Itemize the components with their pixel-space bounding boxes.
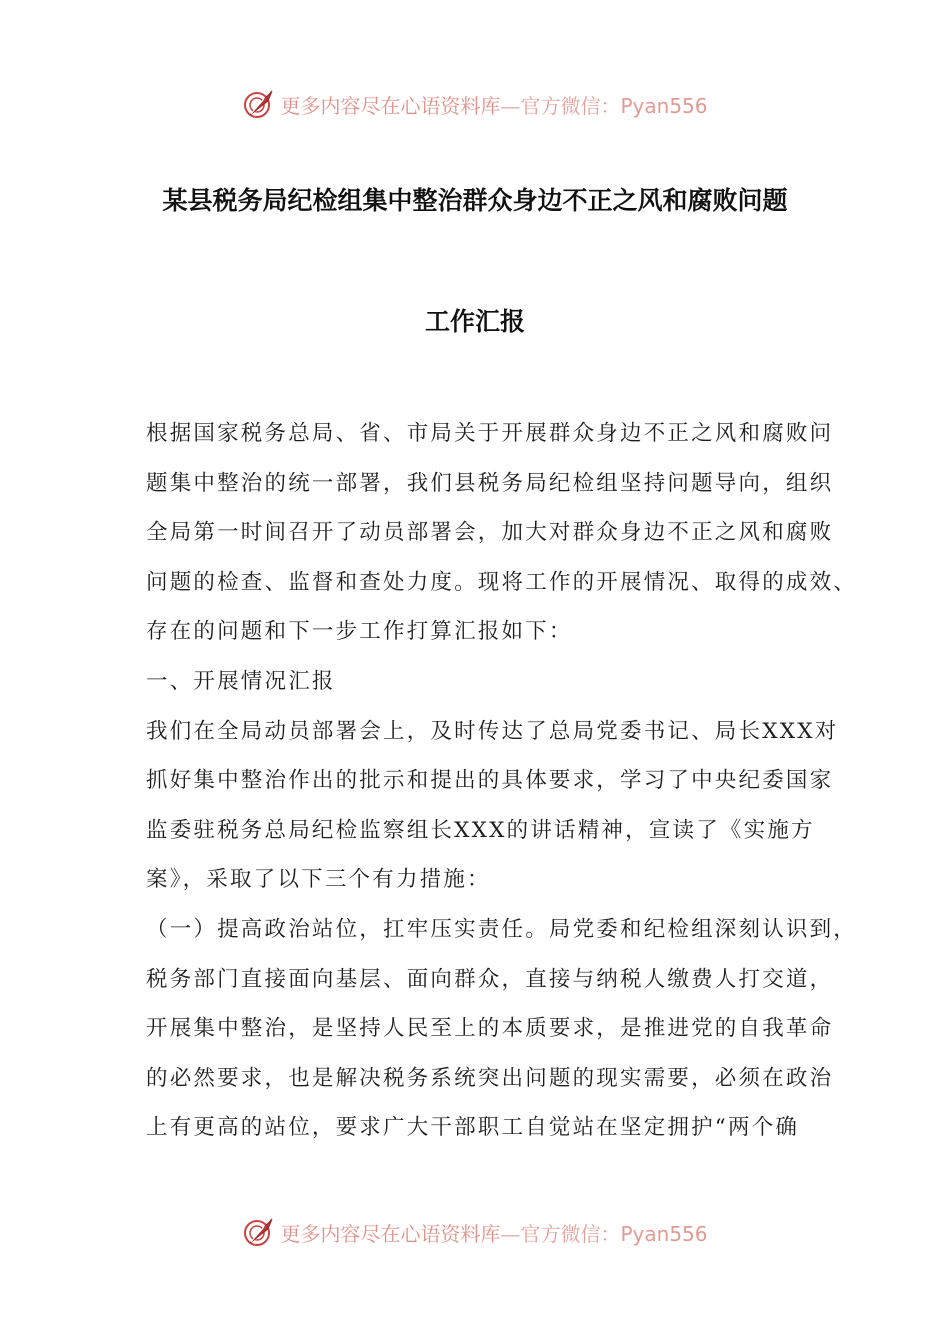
body-line: 问题的检查、监督和查处力度。现将工作的开展情况、取得的成效、 <box>146 569 858 595</box>
document-title-line-1: 某县税务局纪检组集中整治群众身边不正之风和腐败问题 <box>162 186 788 215</box>
body-line: 存在的问题和下一步工作打算汇报如下： <box>146 619 573 645</box>
body-line: 的必然要求，也是解决税务系统突出问题的现实需要，必须在政治 <box>146 1065 834 1091</box>
body-line: 案》，采取了以下三个有力措施： <box>146 867 491 893</box>
body-line: 我们在全局动员部署会上，及时传达了总局党委书记、局长XXX对 <box>146 718 839 744</box>
banner-text <box>280 90 707 119</box>
banner-official-label: 官方微信： <box>520 1221 621 1246</box>
banner-text <box>280 1218 707 1247</box>
banner-main-text: 更多内容尽在心语资料库 <box>280 1221 501 1246</box>
banner-wechat-id: Pyan556 <box>620 93 708 118</box>
body-line: 全局第一时间召开了动员部署会，加大对群众身边不正之风和腐败 <box>146 520 834 546</box>
header-watermark-banner <box>0 84 950 124</box>
document-body <box>146 418 858 1162</box>
banner-official-label: 官方微信： <box>520 93 621 118</box>
body-line: 税务部门直接面向基层、面向群众，直接与纳税人缴费人打交道， <box>146 966 834 992</box>
document-title-line-2: 工作汇报 <box>424 307 525 336</box>
body-line: 题集中整治的统一部署，我们县税务局纪检组坚持问题导向，组织 <box>146 470 834 496</box>
quill-logo-icon <box>242 87 276 121</box>
body-line: （一）提高政治站位，扛牢压实责任。局党委和纪检组深刻认识到， <box>146 916 858 942</box>
body-line: 抓好集中整治作出的批示和提出的具体要求，学习了中央纪委国家 <box>146 768 834 794</box>
banner-wechat-id: Pyan556 <box>620 1221 708 1246</box>
footer-watermark-banner <box>0 1212 950 1252</box>
quill-logo-icon <box>242 1215 276 1249</box>
body-line: 监委驻税务总局纪检监察组长XXX的讲话精神，宣读了《实施方 <box>146 817 815 843</box>
section-heading: 一、开展情况汇报 <box>146 668 336 694</box>
banner-separator: — <box>500 1221 521 1246</box>
body-line: 上有更高的站位，要求广大干部职工自觉站在坚定拥护“两个确 <box>146 1115 800 1141</box>
banner-separator: — <box>500 93 521 118</box>
body-line: 根据国家税务总局、省、市局关于开展群众身边不正之风和腐败问 <box>146 421 834 446</box>
banner-main-text: 更多内容尽在心语资料库 <box>280 93 501 118</box>
body-line: 开展集中整治，是坚持人民至上的本质要求，是推进党的自我革命 <box>146 1016 834 1042</box>
